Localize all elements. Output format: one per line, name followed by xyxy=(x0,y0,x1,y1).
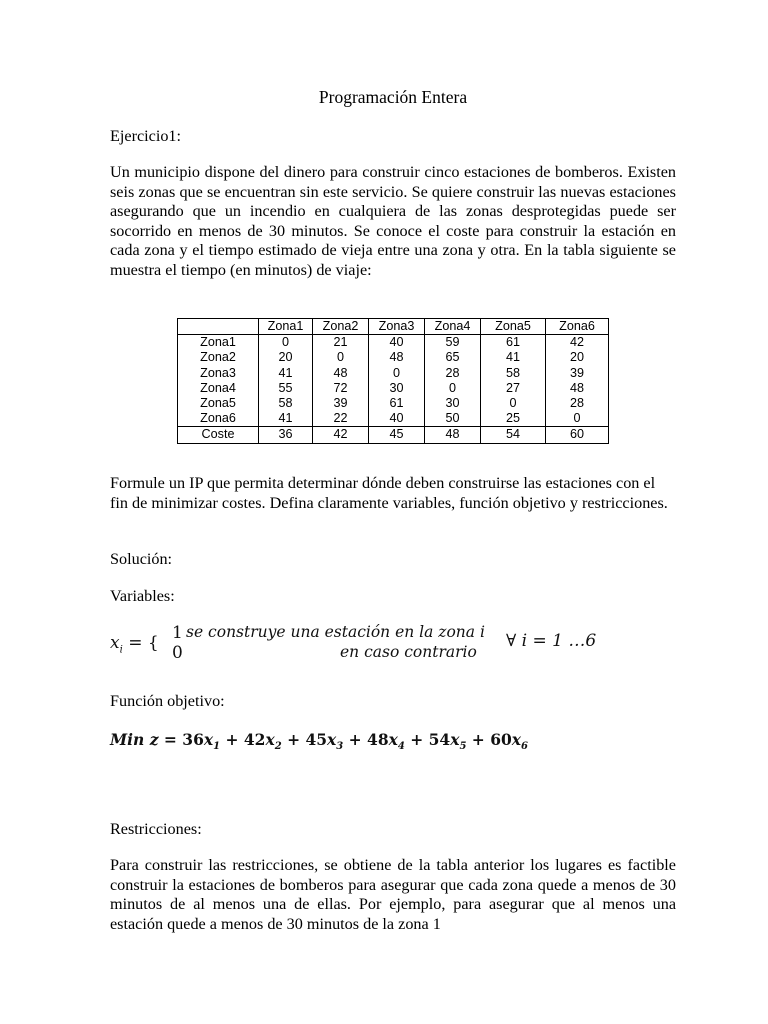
table-cell: 0 xyxy=(481,396,546,411)
table-cell: 0 xyxy=(369,366,425,381)
table-cell: 65 xyxy=(425,350,481,365)
term-coef: 36 xyxy=(182,730,204,749)
solution-label: Solución: xyxy=(110,550,173,568)
term-coef: 42 xyxy=(243,730,266,749)
table-cell: Zona1 xyxy=(200,335,236,350)
table-header-cell: Zona3 xyxy=(369,319,425,335)
exercise-label: Ejercicio1: xyxy=(110,127,182,145)
term-coef: 60 xyxy=(490,730,512,749)
case-one-text: se construye una estación en la zona i xyxy=(186,623,485,641)
plus-sign: + xyxy=(343,730,368,749)
table-cell: 27 xyxy=(481,381,546,396)
table-header-cell: Zona6 xyxy=(546,319,609,335)
table-row xyxy=(178,396,609,411)
term-var: x xyxy=(327,730,337,749)
formula-lhs-sub: i xyxy=(119,644,123,656)
task-paragraph: Formule un IP que permita determinar dónde deben construirse las estaciones con el fin de minimizar costes. Defina claramente variables, función objetivo y restricciones. xyxy=(110,474,668,512)
table-cell: 50 xyxy=(425,411,481,427)
term-sub: 3 xyxy=(336,741,344,753)
table-cell: 48 xyxy=(546,381,609,396)
table-cell: 0 xyxy=(546,411,609,427)
table-cell: 59 xyxy=(425,335,481,351)
table-cell: 72 xyxy=(313,381,369,396)
table-cell: Zona5 xyxy=(200,396,236,411)
table-cell: 54 xyxy=(481,427,546,443)
table-cell: 42 xyxy=(313,427,369,443)
table-cell: 39 xyxy=(313,396,369,411)
objective-formula xyxy=(110,730,528,752)
objective-label: Función objetivo: xyxy=(110,692,225,710)
table-cell: 40 xyxy=(369,411,425,427)
table-cell: 48 xyxy=(369,350,425,365)
table-cell: 45 xyxy=(369,427,425,443)
intro-paragraph: Un municipio dispone del dinero para construir cinco estaciones de bomberos. Existen seis zonas que se encuentran sin este servicio. Se quiere construir las nuevas estaciones asegurando que un incendio en cualquiera de las zonas desprotegidas puede ser socorrido en menos de 30 minutos. Se conoce el coste para construir la estación en cada zona y el tiempo estimado de vieja entre una zona y otra. En la tabla siguiente se muestra el tiempo (en minutos) de viaje: xyxy=(110,163,676,279)
term-var: x xyxy=(203,730,214,749)
table-cell: 55 xyxy=(259,381,313,396)
table-cell: 20 xyxy=(259,350,313,365)
table-cell: 22 xyxy=(313,411,369,427)
plus-sign: + xyxy=(404,730,429,749)
table-cell: 0 xyxy=(259,335,313,351)
term-var: x xyxy=(388,730,398,749)
case-two-text: en caso contrario xyxy=(340,643,477,661)
table-cell: 28 xyxy=(425,366,481,381)
table-row xyxy=(178,366,609,381)
table-cell: Coste xyxy=(178,427,259,443)
table-row xyxy=(178,350,609,365)
formula-lhs: x xyxy=(110,633,120,653)
table-cell: 61 xyxy=(369,396,425,411)
table-cell: 39 xyxy=(546,366,609,381)
plus-sign: + xyxy=(281,730,306,749)
table-cost-row xyxy=(178,427,609,443)
table-cell: 48 xyxy=(425,427,481,443)
constraints-label: Restricciones: xyxy=(110,820,202,838)
term-sub: 6 xyxy=(521,741,528,753)
travel-time-table xyxy=(177,318,609,444)
term-sub: 2 xyxy=(274,741,282,753)
table-cell: 0 xyxy=(313,350,369,365)
variables-formula xyxy=(110,623,676,663)
table-cell: 48 xyxy=(313,366,369,381)
table-cell: 36 xyxy=(259,427,313,443)
table-header-cell: Zona4 xyxy=(425,319,481,335)
table-cell: 60 xyxy=(546,427,609,443)
term-sub: 5 xyxy=(459,741,467,753)
table-cell: 41 xyxy=(481,350,546,365)
table-cell: 40 xyxy=(369,335,425,351)
table-header-cell: Zona5 xyxy=(481,319,546,335)
term-var: x xyxy=(265,730,275,749)
term-coef: 54 xyxy=(428,730,451,749)
table-header-cell: Zona1 xyxy=(259,319,313,335)
table-cell: Zona6 xyxy=(200,411,236,426)
table-cell: 42 xyxy=(546,335,609,351)
document-title: Programación Entera xyxy=(318,87,468,107)
plus-sign: + xyxy=(220,730,244,749)
table-cell: Zona4 xyxy=(200,380,236,395)
table-cell: 58 xyxy=(481,366,546,381)
case-one-value: 1 xyxy=(172,623,183,643)
term-sub: 1 xyxy=(213,741,221,753)
table-cell: 30 xyxy=(425,396,481,411)
table-cell: 61 xyxy=(481,335,546,351)
table-cell: 25 xyxy=(481,411,546,427)
table-cell: 20 xyxy=(546,350,609,365)
table-cell: Zona3 xyxy=(200,365,236,380)
table-row xyxy=(178,381,609,396)
table-row xyxy=(178,411,609,427)
case-two-value: 0 xyxy=(172,643,183,663)
variables-label: Variables: xyxy=(110,587,175,605)
term-coef: 48 xyxy=(367,730,389,749)
table-cell: 28 xyxy=(546,396,609,411)
table-row xyxy=(178,335,609,351)
term-sub: 4 xyxy=(397,741,405,753)
table-header-cell xyxy=(178,319,259,335)
objective-prefix: Min z = xyxy=(110,730,183,749)
term-var: x xyxy=(511,730,522,749)
table-cell: 41 xyxy=(259,366,313,381)
table-header-cell: Zona2 xyxy=(313,319,369,335)
plus-sign: + xyxy=(466,730,491,749)
table-cell: 21 xyxy=(313,335,369,351)
table-header-row xyxy=(178,319,609,335)
table-cell: Zona2 xyxy=(200,350,236,365)
table-cell: 58 xyxy=(259,396,313,411)
term-var: x xyxy=(450,730,460,749)
table-cell: 30 xyxy=(369,381,425,396)
formula-brace: = { xyxy=(122,633,159,653)
term-coef: 45 xyxy=(305,730,328,749)
formula-quantifier: ∀ i = 1 …6 xyxy=(506,631,597,651)
table-cell: 0 xyxy=(425,381,481,396)
table-cell: 41 xyxy=(259,411,313,427)
constraints-paragraph: Para construir las restricciones, se obtiene de la tabla anterior los lugares es factible construir la estaciones de bomberos para asegurar que cada zona quede a menos de 30 minutos de al menos una de ellas. Por ejemplo, para asegurar que al menos una estación quede a menos de 30 minutos de la zona 1 xyxy=(110,856,676,933)
